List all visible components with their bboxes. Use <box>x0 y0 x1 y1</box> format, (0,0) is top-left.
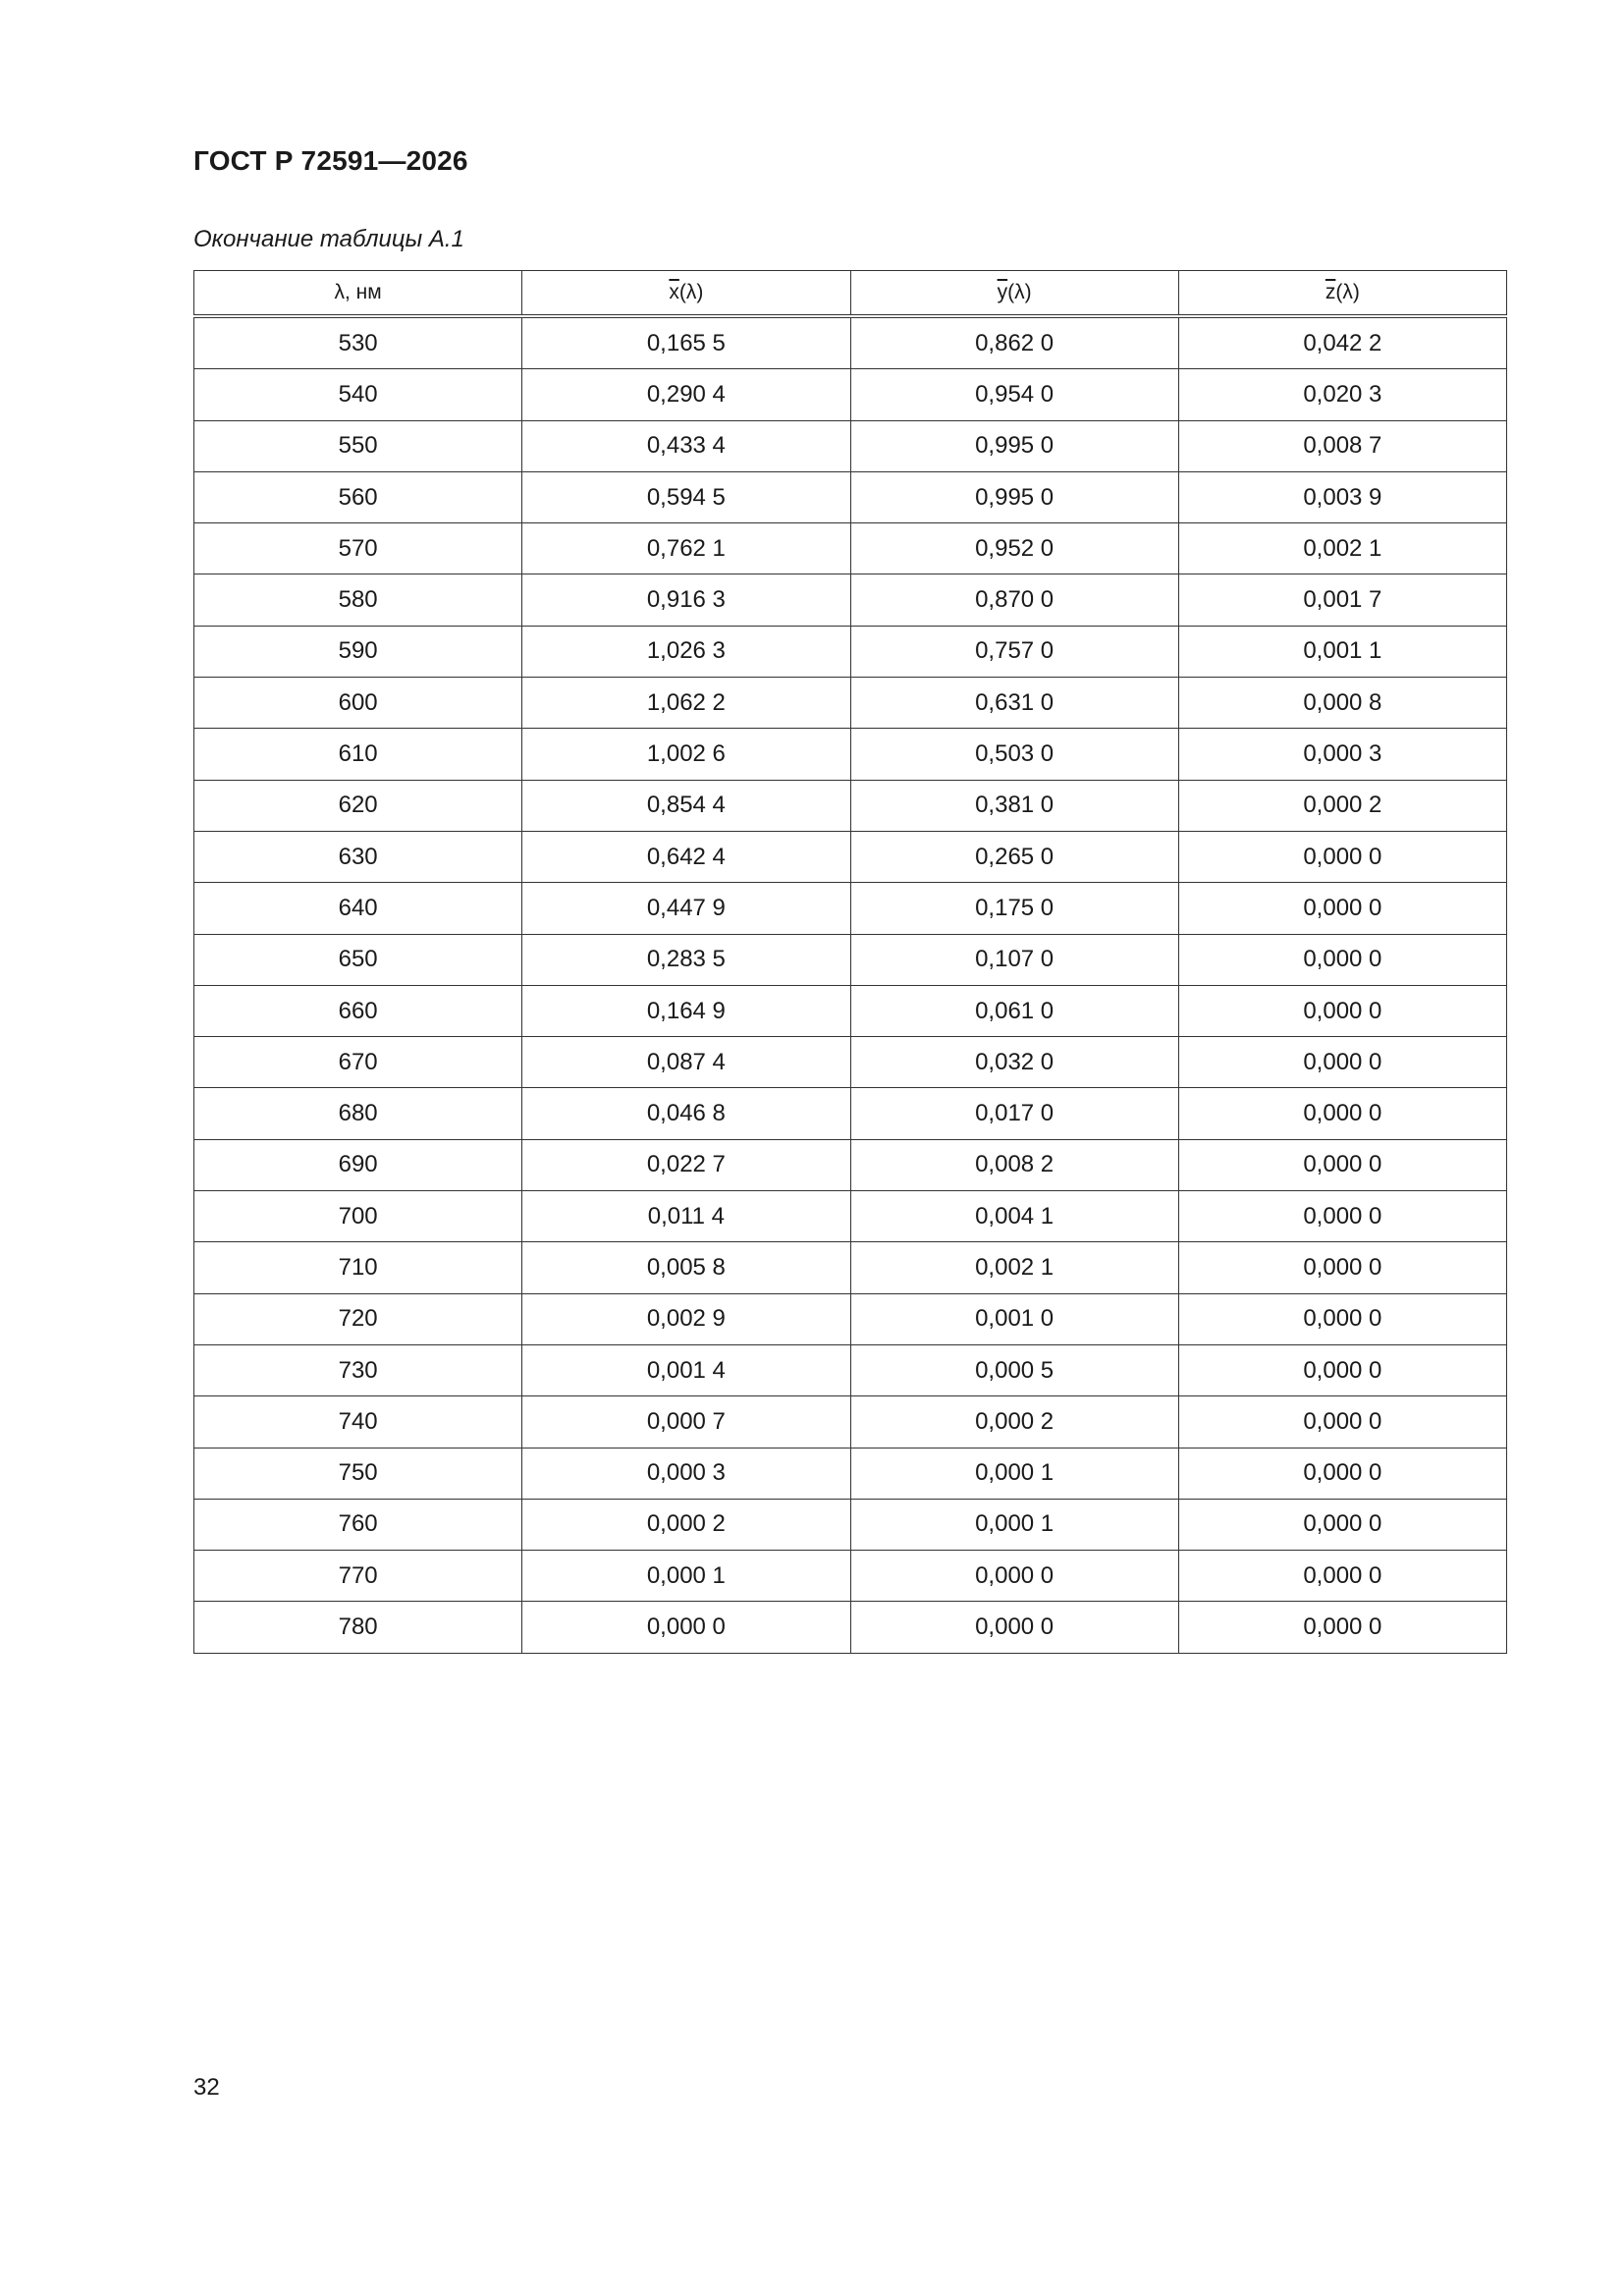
wavelength-cell: 570 <box>194 523 522 574</box>
x-cell: 0,000 1 <box>522 1551 850 1602</box>
x-cell: 0,283 5 <box>522 934 850 985</box>
wavelength-cell: 680 <box>194 1088 522 1139</box>
column-header-wavelength-text: λ, нм <box>334 281 382 303</box>
x-cell: 0,762 1 <box>522 523 850 574</box>
table-row <box>194 729 1507 780</box>
wavelength-cell: 780 <box>194 1602 522 1653</box>
column-header-z <box>1178 271 1506 317</box>
x-cell: 0,165 5 <box>522 316 850 369</box>
z-cell: 0,000 0 <box>1178 1344 1506 1395</box>
table-row <box>194 934 1507 985</box>
z-cell: 0,000 0 <box>1178 1242 1506 1293</box>
x-cell: 0,005 8 <box>522 1242 850 1293</box>
wavelength-cell: 580 <box>194 574 522 626</box>
y-cell: 0,000 0 <box>850 1551 1178 1602</box>
y-cell: 0,631 0 <box>850 678 1178 729</box>
data-table <box>193 270 1507 1654</box>
wavelength-cell: 600 <box>194 678 522 729</box>
x-cell: 0,916 3 <box>522 574 850 626</box>
column-header-z-text: (λ) <box>1335 281 1360 303</box>
z-cell: 0,042 2 <box>1178 316 1506 369</box>
wavelength-cell: 640 <box>194 883 522 934</box>
x-cell: 0,000 3 <box>522 1448 850 1499</box>
table-row <box>194 1191 1507 1242</box>
x-cell: 0,000 0 <box>522 1602 850 1653</box>
wavelength-cell: 610 <box>194 729 522 780</box>
z-cell: 0,000 3 <box>1178 729 1506 780</box>
table-row <box>194 369 1507 420</box>
y-cell: 0,000 0 <box>850 1602 1178 1653</box>
x-cell: 0,087 4 <box>522 1037 850 1088</box>
z-cell: 0,000 0 <box>1178 883 1506 934</box>
z-cell: 0,000 0 <box>1178 934 1506 985</box>
z-cell: 0,000 8 <box>1178 678 1506 729</box>
header-row <box>194 271 1507 317</box>
y-cell: 0,032 0 <box>850 1037 1178 1088</box>
table-row <box>194 1242 1507 1293</box>
y-cell: 0,002 1 <box>850 1242 1178 1293</box>
y-cell: 0,870 0 <box>850 574 1178 626</box>
y-cell: 0,107 0 <box>850 934 1178 985</box>
column-header-x-text: (λ) <box>678 281 704 303</box>
x-cell: 1,062 2 <box>522 678 850 729</box>
x-cell: 1,026 3 <box>522 626 850 677</box>
wavelength-cell: 650 <box>194 934 522 985</box>
y-cell: 0,175 0 <box>850 883 1178 934</box>
y-cell: 0,000 1 <box>850 1448 1178 1499</box>
column-header-z-symbol: $\overline{z}$ <box>1325 281 1336 303</box>
x-cell: 0,290 4 <box>522 369 850 420</box>
table-row <box>194 471 1507 522</box>
z-cell: 0,002 1 <box>1178 523 1506 574</box>
wavelength-cell: 550 <box>194 420 522 471</box>
x-cell: 0,642 4 <box>522 831 850 882</box>
z-cell: 0,000 0 <box>1178 1037 1506 1088</box>
z-cell: 0,001 1 <box>1178 626 1506 677</box>
page-number: 32 <box>193 2074 220 2101</box>
wavelength-cell: 750 <box>194 1448 522 1499</box>
table-row <box>194 316 1507 369</box>
wavelength-cell: 620 <box>194 780 522 831</box>
x-cell: 0,000 2 <box>522 1499 850 1550</box>
wavelength-cell: 660 <box>194 985 522 1036</box>
table-row <box>194 831 1507 882</box>
y-cell: 0,381 0 <box>850 780 1178 831</box>
column-header-x-symbol: $\overline{x}$ <box>669 281 679 303</box>
x-cell: 0,022 7 <box>522 1139 850 1190</box>
table-row <box>194 420 1507 471</box>
z-cell: 0,000 0 <box>1178 1139 1506 1190</box>
table-row <box>194 1448 1507 1499</box>
y-cell: 0,757 0 <box>850 626 1178 677</box>
wavelength-cell: 760 <box>194 1499 522 1550</box>
y-cell: 0,952 0 <box>850 523 1178 574</box>
z-cell: 0,000 0 <box>1178 1293 1506 1344</box>
table-row <box>194 1344 1507 1395</box>
wavelength-cell: 540 <box>194 369 522 420</box>
y-cell: 0,004 1 <box>850 1191 1178 1242</box>
y-cell: 0,000 2 <box>850 1396 1178 1448</box>
y-cell: 0,017 0 <box>850 1088 1178 1139</box>
wavelength-cell: 730 <box>194 1344 522 1395</box>
y-cell: 0,008 2 <box>850 1139 1178 1190</box>
z-cell: 0,000 0 <box>1178 1191 1506 1242</box>
y-cell: 0,000 1 <box>850 1499 1178 1550</box>
wavelength-cell: 530 <box>194 316 522 369</box>
wavelength-cell: 710 <box>194 1242 522 1293</box>
z-cell: 0,020 3 <box>1178 369 1506 420</box>
x-cell: 0,011 4 <box>522 1191 850 1242</box>
y-cell: 0,000 5 <box>850 1344 1178 1395</box>
table-row <box>194 1396 1507 1448</box>
table-row <box>194 1499 1507 1550</box>
y-cell: 0,995 0 <box>850 420 1178 471</box>
wavelength-cell: 690 <box>194 1139 522 1190</box>
z-cell: 0,000 2 <box>1178 780 1506 831</box>
column-header-y-symbol: $\overline{y}$ <box>997 281 1008 303</box>
y-cell: 0,001 0 <box>850 1293 1178 1344</box>
y-cell: 0,862 0 <box>850 316 1178 369</box>
y-cell: 0,265 0 <box>850 831 1178 882</box>
z-cell: 0,000 0 <box>1178 985 1506 1036</box>
table-row <box>194 1602 1507 1653</box>
x-cell: 0,594 5 <box>522 471 850 522</box>
column-header-y-text: (λ) <box>1007 281 1032 303</box>
wavelength-cell: 700 <box>194 1191 522 1242</box>
column-header-y <box>850 271 1178 317</box>
z-cell: 0,000 0 <box>1178 1088 1506 1139</box>
x-cell: 1,002 6 <box>522 729 850 780</box>
wavelength-cell: 590 <box>194 626 522 677</box>
wavelength-cell: 770 <box>194 1551 522 1602</box>
y-cell: 0,995 0 <box>850 471 1178 522</box>
table-head <box>194 271 1507 317</box>
y-cell: 0,954 0 <box>850 369 1178 420</box>
table-row <box>194 883 1507 934</box>
column-header-x <box>522 271 850 317</box>
x-cell: 0,046 8 <box>522 1088 850 1139</box>
z-cell: 0,000 0 <box>1178 1448 1506 1499</box>
z-cell: 0,000 0 <box>1178 1551 1506 1602</box>
wavelength-cell: 720 <box>194 1293 522 1344</box>
table-row <box>194 678 1507 729</box>
wavelength-cell: 740 <box>194 1396 522 1448</box>
table-row <box>194 1088 1507 1139</box>
document-header: ГОСТ Р 72591—2026 <box>193 145 468 176</box>
wavelength-cell: 630 <box>194 831 522 882</box>
x-cell: 0,002 9 <box>522 1293 850 1344</box>
table-row <box>194 1037 1507 1088</box>
z-cell: 0,001 7 <box>1178 574 1506 626</box>
table-row <box>194 1139 1507 1190</box>
y-cell: 0,061 0 <box>850 985 1178 1036</box>
x-cell: 0,433 4 <box>522 420 850 471</box>
z-cell: 0,000 0 <box>1178 1499 1506 1550</box>
x-cell: 0,164 9 <box>522 985 850 1036</box>
column-header-wavelength <box>194 271 522 317</box>
x-cell: 0,854 4 <box>522 780 850 831</box>
table-row <box>194 985 1507 1036</box>
x-cell: 0,447 9 <box>522 883 850 934</box>
z-cell: 0,000 0 <box>1178 831 1506 882</box>
z-cell: 0,000 0 <box>1178 1602 1506 1653</box>
z-cell: 0,000 0 <box>1178 1396 1506 1448</box>
y-cell: 0,503 0 <box>850 729 1178 780</box>
table-row <box>194 626 1507 677</box>
z-cell: 0,003 9 <box>1178 471 1506 522</box>
z-cell: 0,008 7 <box>1178 420 1506 471</box>
table-row <box>194 1551 1507 1602</box>
table-row <box>194 574 1507 626</box>
wavelength-cell: 560 <box>194 471 522 522</box>
table-body <box>194 316 1507 1653</box>
table-caption: Окончание таблицы А.1 <box>193 226 464 252</box>
table-row <box>194 523 1507 574</box>
x-cell: 0,000 7 <box>522 1396 850 1448</box>
table-row <box>194 780 1507 831</box>
table-row <box>194 1293 1507 1344</box>
wavelength-cell: 670 <box>194 1037 522 1088</box>
x-cell: 0,001 4 <box>522 1344 850 1395</box>
